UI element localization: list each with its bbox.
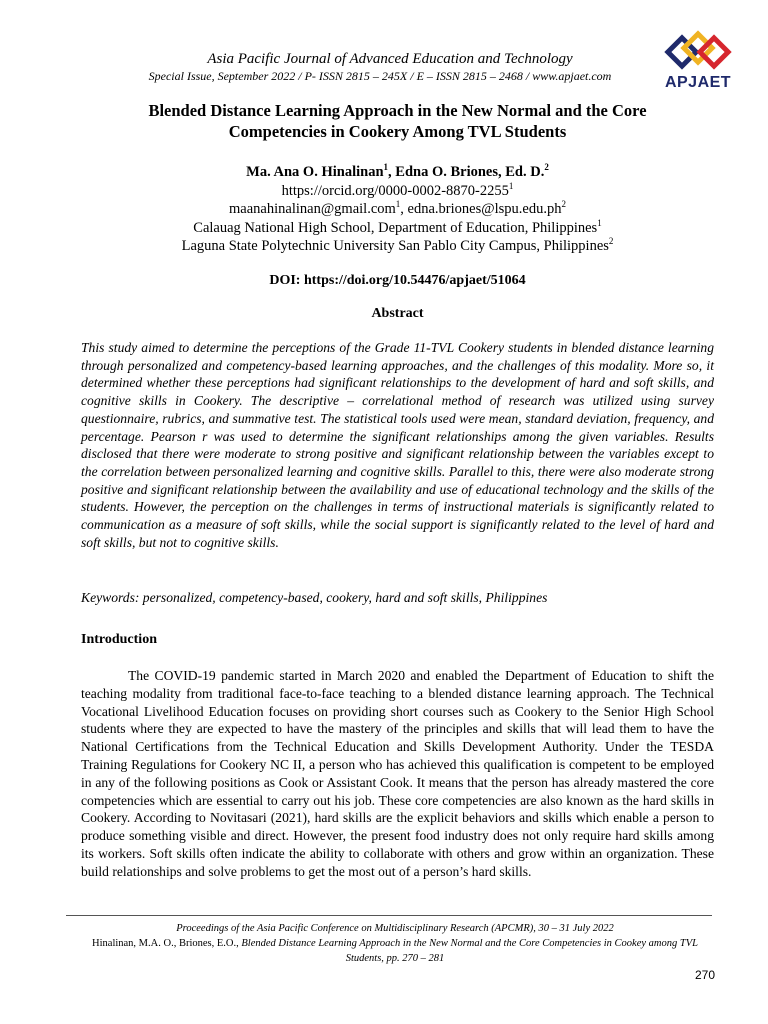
footer-proceedings: Proceedings of the Asia Pacific Conference on Multidisciplinary Research (APCMR), 30 – 31 July 2022 [176,923,614,934]
affiliation-1 [100,219,695,238]
introduction-heading: Introduction [81,632,157,647]
journal-logo [660,30,736,92]
keywords: Keywords: personalized, competency-based, cookery, hard and soft skills, Philippines [81,590,548,605]
page-number: 270 [694,968,715,982]
email-2[interactable]: , edna.briones@lspu.edu.ph [400,201,562,217]
email-2-sup: 2 [561,199,566,210]
affiliation-2 [100,237,695,256]
orcid-sup: 1 [508,180,514,191]
author-2-sup: 2 [544,162,549,173]
logo-text: APJAET [664,74,732,91]
affiliation-1-sup: 1 [597,217,602,228]
email-1[interactable]: maanahinalinan@gmail.com [229,201,396,217]
logo-mark-icon [660,30,736,74]
orcid-line [100,182,695,201]
affiliation-2-sup: 2 [608,236,614,247]
author-1: Ma. Ana O. Hinalinan [246,164,384,180]
email-line [100,200,695,219]
footer-citation-authors: Hinalinan, M.A. O., Briones, E.O., [92,938,242,949]
doi-link[interactable]: DOI: https://doi.org/10.54476/apjaet/51064 [269,273,526,288]
issue-line: Special Issue, September 2022 / P- ISSN 2815 – 245X / E – ISSN 2815 – 2468 / www.apjaet.com [148,69,612,83]
author-block [100,163,695,256]
affiliation-2-text: Laguna State Polytechnic University San Pablo City Campus, Philippines [181,238,609,254]
affiliation-1-text: Calauag National High School, Department of Education, Philippines [193,219,598,236]
orcid-link[interactable]: https://orcid.org/0000-0002-8870-2255 [281,182,509,199]
author-1-sup: 1 [383,162,389,173]
abstract-text: This study aimed to determine the perceptions of the Grade 11-TVL Cookery students in blended distance learning through personalized and competency-based learning approaches, and the challenges of this modality. More so, it determined whether these perceptions had significant relationships to the development of hard and soft skills, and cognitive skills in Cookery. The descriptive – correlational method of research was utilized using survey questionnaire, rubrics, and summative test. The statistical tools used were mean, standard deviation, frequency, and percentage. Pearson r was used to determine the significant relationships among the given variables. Results disclosed that there were moderate to strong positive and significant relationship between the variables except to the correlation between personalized learning and cognitive skills. Parallel to this, there were also moderate strong positive and significant relationship between the availability and use of educational technology and the skills of the students. However, the perception on the challenges in terms of instructional materials is significantly related to communication as a measure of soft skills, while the social support is significantly related to the level of hard and soft skills, but not to cognitive skills. [81,340,714,550]
abstract-heading: Abstract [371,306,424,321]
journal-title: Asia Pacific Journal of Advanced Education and Technology [207,51,573,67]
footer-citation-title: Blended Distance Learning Approach in the New Normal and the Core Competencies in Cookey among TVL Students, pp. 270 – 281 [241,938,698,964]
footer-citation [80,936,710,966]
author-2: Edna O. Briones, Ed. D. [395,164,545,180]
introduction-text: The COVID-19 pandemic started in March 2020 and enabled the Department of Education to shift the teaching modality from traditional face-to-face teaching to a blended distance learning approach. The Technical Vocational Livelihood Education focuses on providing short courses such as Cookery to the Senior High School students where they are expected to have the mastery of the principles and skills that will lead them to have the National Certifications from the Technical Education and Skills Development Authority. Under the TESDA Training Regulations for Cookery NC II, a person who has achieved this qualification is competent to be employed in any of the following positions as Cook or Assistant Cook. It means that the person has already mastered the core competencies which are essential to carry out his job. These core competencies are also known as the hard skills in Cookery. According to Novitasari (2021), hard skills are the explicit behaviors and skills which enable a person to produce something visible and direct. However, the present food industry does not only require hard skills among its workers. Soft skills often indicate the ability to collaborate with others and grow within an organization. These build relationships and solve problems to get the most out of a person’s hard skills. [81,668,714,879]
author-names [100,163,695,182]
paper-title: Blended Distance Learning Approach in the New Normal and the Core Competencies in Cookery Among TVL Students [148,101,647,141]
author-separator: , [388,164,396,180]
footer-divider [66,915,712,916]
email-1-sup: 1 [395,199,401,210]
